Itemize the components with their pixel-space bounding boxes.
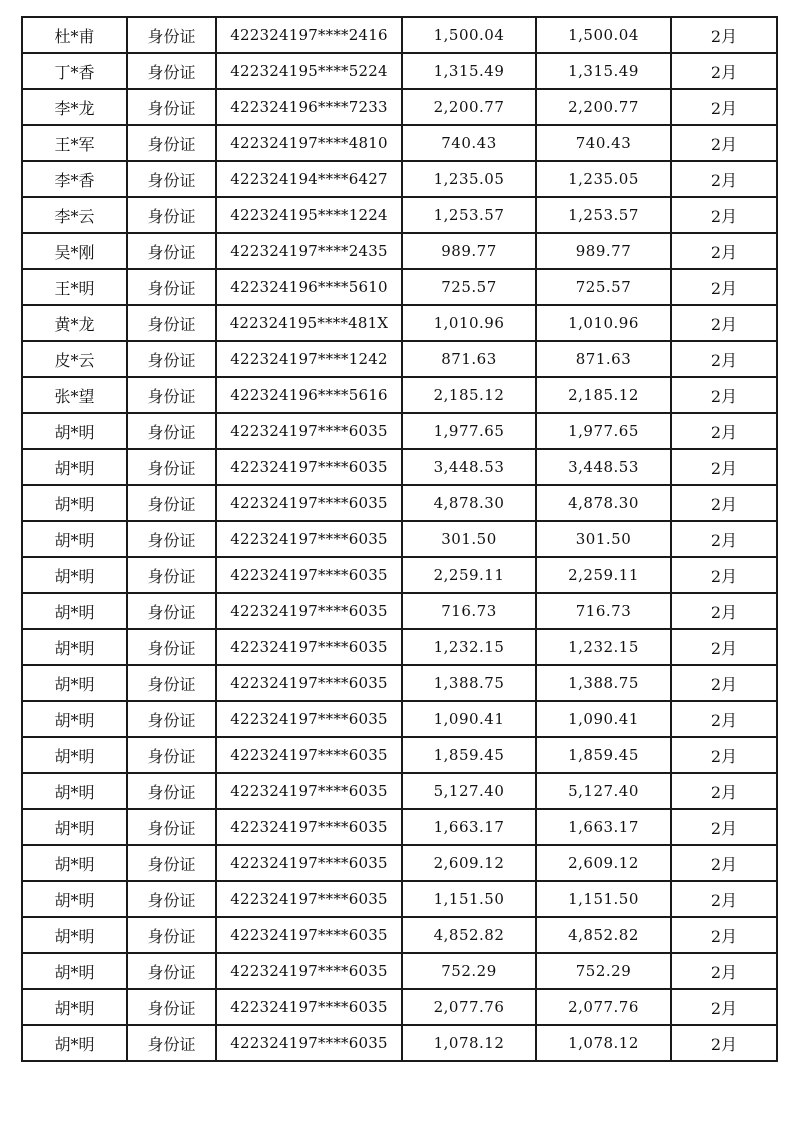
name-cell: 胡*明 (22, 989, 127, 1025)
table-row (22, 233, 777, 269)
amount-cell: 2,609.12 (402, 845, 536, 881)
amount-total-cell: 1,977.65 (536, 413, 671, 449)
month-cell: 2月 (671, 557, 777, 593)
name-cell: 王*军 (22, 125, 127, 161)
amount-cell: 1,151.50 (402, 881, 536, 917)
month-cell: 2月 (671, 809, 777, 845)
amount-cell: 1,090.41 (402, 701, 536, 737)
id-type-cell: 身份证 (127, 1025, 216, 1061)
table-row (22, 917, 777, 953)
id-type-cell: 身份证 (127, 53, 216, 89)
name-cell: 胡*明 (22, 413, 127, 449)
id-number-cell: 422324196****5610 (216, 269, 402, 305)
table-row (22, 17, 777, 53)
id-number-cell: 422324197****6035 (216, 881, 402, 917)
amount-cell: 1,235.05 (402, 161, 536, 197)
id-type-cell: 身份证 (127, 953, 216, 989)
id-number-cell: 422324197****6035 (216, 773, 402, 809)
amount-total-cell: 1,663.17 (536, 809, 671, 845)
month-cell: 2月 (671, 701, 777, 737)
table-row (22, 665, 777, 701)
amount-total-cell: 1,253.57 (536, 197, 671, 233)
month-cell: 2月 (671, 269, 777, 305)
id-type-cell: 身份证 (127, 161, 216, 197)
name-cell: 胡*明 (22, 521, 127, 557)
id-type-cell: 身份证 (127, 413, 216, 449)
amount-cell: 1,977.65 (402, 413, 536, 449)
amount-cell: 1,253.57 (402, 197, 536, 233)
id-number-cell: 422324197****6035 (216, 449, 402, 485)
amount-cell: 989.77 (402, 233, 536, 269)
amount-cell: 2,200.77 (402, 89, 536, 125)
amount-total-cell: 1,315.49 (536, 53, 671, 89)
amount-total-cell: 716.73 (536, 593, 671, 629)
amount-cell: 1,010.96 (402, 305, 536, 341)
name-cell: 胡*明 (22, 845, 127, 881)
id-number-cell: 422324197****6035 (216, 1025, 402, 1061)
name-cell: 皮*云 (22, 341, 127, 377)
amount-total-cell: 2,185.12 (536, 377, 671, 413)
name-cell: 胡*明 (22, 629, 127, 665)
month-cell: 2月 (671, 737, 777, 773)
id-type-cell: 身份证 (127, 125, 216, 161)
table-row (22, 485, 777, 521)
amount-total-cell: 5,127.40 (536, 773, 671, 809)
id-type-cell: 身份证 (127, 89, 216, 125)
name-cell: 胡*明 (22, 449, 127, 485)
id-type-cell: 身份证 (127, 341, 216, 377)
id-type-cell: 身份证 (127, 917, 216, 953)
month-cell: 2月 (671, 53, 777, 89)
amount-total-cell: 1,010.96 (536, 305, 671, 341)
month-cell: 2月 (671, 341, 777, 377)
amount-cell: 716.73 (402, 593, 536, 629)
table-row (22, 701, 777, 737)
id-number-cell: 422324197****6035 (216, 629, 402, 665)
name-cell: 胡*明 (22, 593, 127, 629)
id-type-cell: 身份证 (127, 809, 216, 845)
id-number-cell: 422324197****6035 (216, 557, 402, 593)
name-cell: 张*望 (22, 377, 127, 413)
name-cell: 吴*刚 (22, 233, 127, 269)
table-row (22, 305, 777, 341)
name-cell: 胡*明 (22, 665, 127, 701)
name-cell: 胡*明 (22, 485, 127, 521)
table-row (22, 737, 777, 773)
table-row (22, 413, 777, 449)
id-number-cell: 422324197****6035 (216, 917, 402, 953)
table-row (22, 557, 777, 593)
amount-total-cell: 1,235.05 (536, 161, 671, 197)
amount-cell: 5,127.40 (402, 773, 536, 809)
name-cell: 丁*香 (22, 53, 127, 89)
amount-total-cell: 1,859.45 (536, 737, 671, 773)
id-number-cell: 422324197****6035 (216, 701, 402, 737)
id-type-cell: 身份证 (127, 701, 216, 737)
amount-total-cell: 725.57 (536, 269, 671, 305)
id-type-cell: 身份证 (127, 269, 216, 305)
id-number-cell: 422324197****6035 (216, 593, 402, 629)
amount-cell: 1,500.04 (402, 17, 536, 53)
id-number-cell: 422324195****481X (216, 305, 402, 341)
id-type-cell: 身份证 (127, 737, 216, 773)
month-cell: 2月 (671, 485, 777, 521)
id-type-cell: 身份证 (127, 377, 216, 413)
id-type-cell: 身份证 (127, 449, 216, 485)
amount-total-cell: 1,500.04 (536, 17, 671, 53)
id-type-cell: 身份证 (127, 989, 216, 1025)
month-cell: 2月 (671, 953, 777, 989)
table-row (22, 521, 777, 557)
table-row (22, 449, 777, 485)
amount-total-cell: 1,090.41 (536, 701, 671, 737)
month-cell: 2月 (671, 593, 777, 629)
month-cell: 2月 (671, 377, 777, 413)
amount-total-cell: 2,259.11 (536, 557, 671, 593)
id-number-cell: 422324197****2416 (216, 17, 402, 53)
amount-cell: 1,232.15 (402, 629, 536, 665)
id-type-cell: 身份证 (127, 305, 216, 341)
amount-cell: 752.29 (402, 953, 536, 989)
amount-total-cell: 1,232.15 (536, 629, 671, 665)
amount-total-cell: 1,151.50 (536, 881, 671, 917)
table-row (22, 89, 777, 125)
id-number-cell: 422324197****6035 (216, 845, 402, 881)
name-cell: 胡*明 (22, 809, 127, 845)
payment-table (21, 16, 778, 1062)
month-cell: 2月 (671, 845, 777, 881)
table-row (22, 953, 777, 989)
amount-total-cell: 989.77 (536, 233, 671, 269)
month-cell: 2月 (671, 773, 777, 809)
id-type-cell: 身份证 (127, 521, 216, 557)
id-number-cell: 422324197****6035 (216, 485, 402, 521)
id-type-cell: 身份证 (127, 17, 216, 53)
id-type-cell: 身份证 (127, 629, 216, 665)
name-cell: 胡*明 (22, 701, 127, 737)
id-number-cell: 422324197****4810 (216, 125, 402, 161)
month-cell: 2月 (671, 1025, 777, 1061)
amount-cell: 871.63 (402, 341, 536, 377)
month-cell: 2月 (671, 197, 777, 233)
amount-cell: 1,315.49 (402, 53, 536, 89)
id-number-cell: 422324197****6035 (216, 989, 402, 1025)
table-row (22, 125, 777, 161)
id-number-cell: 422324197****2435 (216, 233, 402, 269)
amount-total-cell: 2,077.76 (536, 989, 671, 1025)
amount-total-cell: 4,852.82 (536, 917, 671, 953)
amount-total-cell: 740.43 (536, 125, 671, 161)
amount-cell: 1,859.45 (402, 737, 536, 773)
amount-cell: 2,185.12 (402, 377, 536, 413)
amount-cell: 740.43 (402, 125, 536, 161)
id-number-cell: 422324197****6035 (216, 737, 402, 773)
month-cell: 2月 (671, 125, 777, 161)
id-type-cell: 身份证 (127, 197, 216, 233)
id-type-cell: 身份证 (127, 881, 216, 917)
table-row (22, 269, 777, 305)
id-number-cell: 422324195****5224 (216, 53, 402, 89)
table-row (22, 845, 777, 881)
amount-total-cell: 2,609.12 (536, 845, 671, 881)
id-number-cell: 422324196****5616 (216, 377, 402, 413)
name-cell: 胡*明 (22, 881, 127, 917)
table-row (22, 161, 777, 197)
amount-cell: 2,077.76 (402, 989, 536, 1025)
id-type-cell: 身份证 (127, 665, 216, 701)
month-cell: 2月 (671, 161, 777, 197)
amount-total-cell: 2,200.77 (536, 89, 671, 125)
month-cell: 2月 (671, 17, 777, 53)
table-row (22, 809, 777, 845)
id-number-cell: 422324196****7233 (216, 89, 402, 125)
table-row (22, 53, 777, 89)
amount-total-cell: 1,388.75 (536, 665, 671, 701)
amount-total-cell: 871.63 (536, 341, 671, 377)
amount-cell: 4,878.30 (402, 485, 536, 521)
amount-total-cell: 4,878.30 (536, 485, 671, 521)
name-cell: 李*云 (22, 197, 127, 233)
month-cell: 2月 (671, 917, 777, 953)
month-cell: 2月 (671, 521, 777, 557)
name-cell: 黄*龙 (22, 305, 127, 341)
id-type-cell: 身份证 (127, 233, 216, 269)
name-cell: 胡*明 (22, 1025, 127, 1061)
name-cell: 胡*明 (22, 737, 127, 773)
amount-total-cell: 1,078.12 (536, 1025, 671, 1061)
table-row (22, 989, 777, 1025)
id-number-cell: 422324197****1242 (216, 341, 402, 377)
table-row (22, 197, 777, 233)
month-cell: 2月 (671, 629, 777, 665)
month-cell: 2月 (671, 989, 777, 1025)
amount-cell: 3,448.53 (402, 449, 536, 485)
month-cell: 2月 (671, 89, 777, 125)
month-cell: 2月 (671, 665, 777, 701)
amount-cell: 725.57 (402, 269, 536, 305)
table-row (22, 881, 777, 917)
table-row (22, 1025, 777, 1061)
id-number-cell: 422324195****1224 (216, 197, 402, 233)
amount-total-cell: 3,448.53 (536, 449, 671, 485)
table-row (22, 773, 777, 809)
name-cell: 胡*明 (22, 917, 127, 953)
name-cell: 胡*明 (22, 773, 127, 809)
name-cell: 李*龙 (22, 89, 127, 125)
name-cell: 李*香 (22, 161, 127, 197)
month-cell: 2月 (671, 305, 777, 341)
id-type-cell: 身份证 (127, 773, 216, 809)
id-type-cell: 身份证 (127, 593, 216, 629)
id-number-cell: 422324197****6035 (216, 953, 402, 989)
amount-cell: 1,078.12 (402, 1025, 536, 1061)
amount-cell: 2,259.11 (402, 557, 536, 593)
id-type-cell: 身份证 (127, 485, 216, 521)
id-number-cell: 422324197****6035 (216, 413, 402, 449)
table-body (22, 17, 777, 1061)
amount-total-cell: 752.29 (536, 953, 671, 989)
table-row (22, 377, 777, 413)
amount-cell: 1,663.17 (402, 809, 536, 845)
amount-cell: 301.50 (402, 521, 536, 557)
table-row (22, 341, 777, 377)
month-cell: 2月 (671, 449, 777, 485)
id-number-cell: 422324197****6035 (216, 809, 402, 845)
name-cell: 王*明 (22, 269, 127, 305)
id-number-cell: 422324197****6035 (216, 665, 402, 701)
id-number-cell: 422324197****6035 (216, 521, 402, 557)
month-cell: 2月 (671, 413, 777, 449)
table-row (22, 593, 777, 629)
month-cell: 2月 (671, 233, 777, 269)
name-cell: 杜*甫 (22, 17, 127, 53)
id-type-cell: 身份证 (127, 845, 216, 881)
amount-cell: 4,852.82 (402, 917, 536, 953)
table-row (22, 629, 777, 665)
name-cell: 胡*明 (22, 557, 127, 593)
name-cell: 胡*明 (22, 953, 127, 989)
amount-total-cell: 301.50 (536, 521, 671, 557)
id-type-cell: 身份证 (127, 557, 216, 593)
amount-cell: 1,388.75 (402, 665, 536, 701)
id-number-cell: 422324194****6427 (216, 161, 402, 197)
month-cell: 2月 (671, 881, 777, 917)
